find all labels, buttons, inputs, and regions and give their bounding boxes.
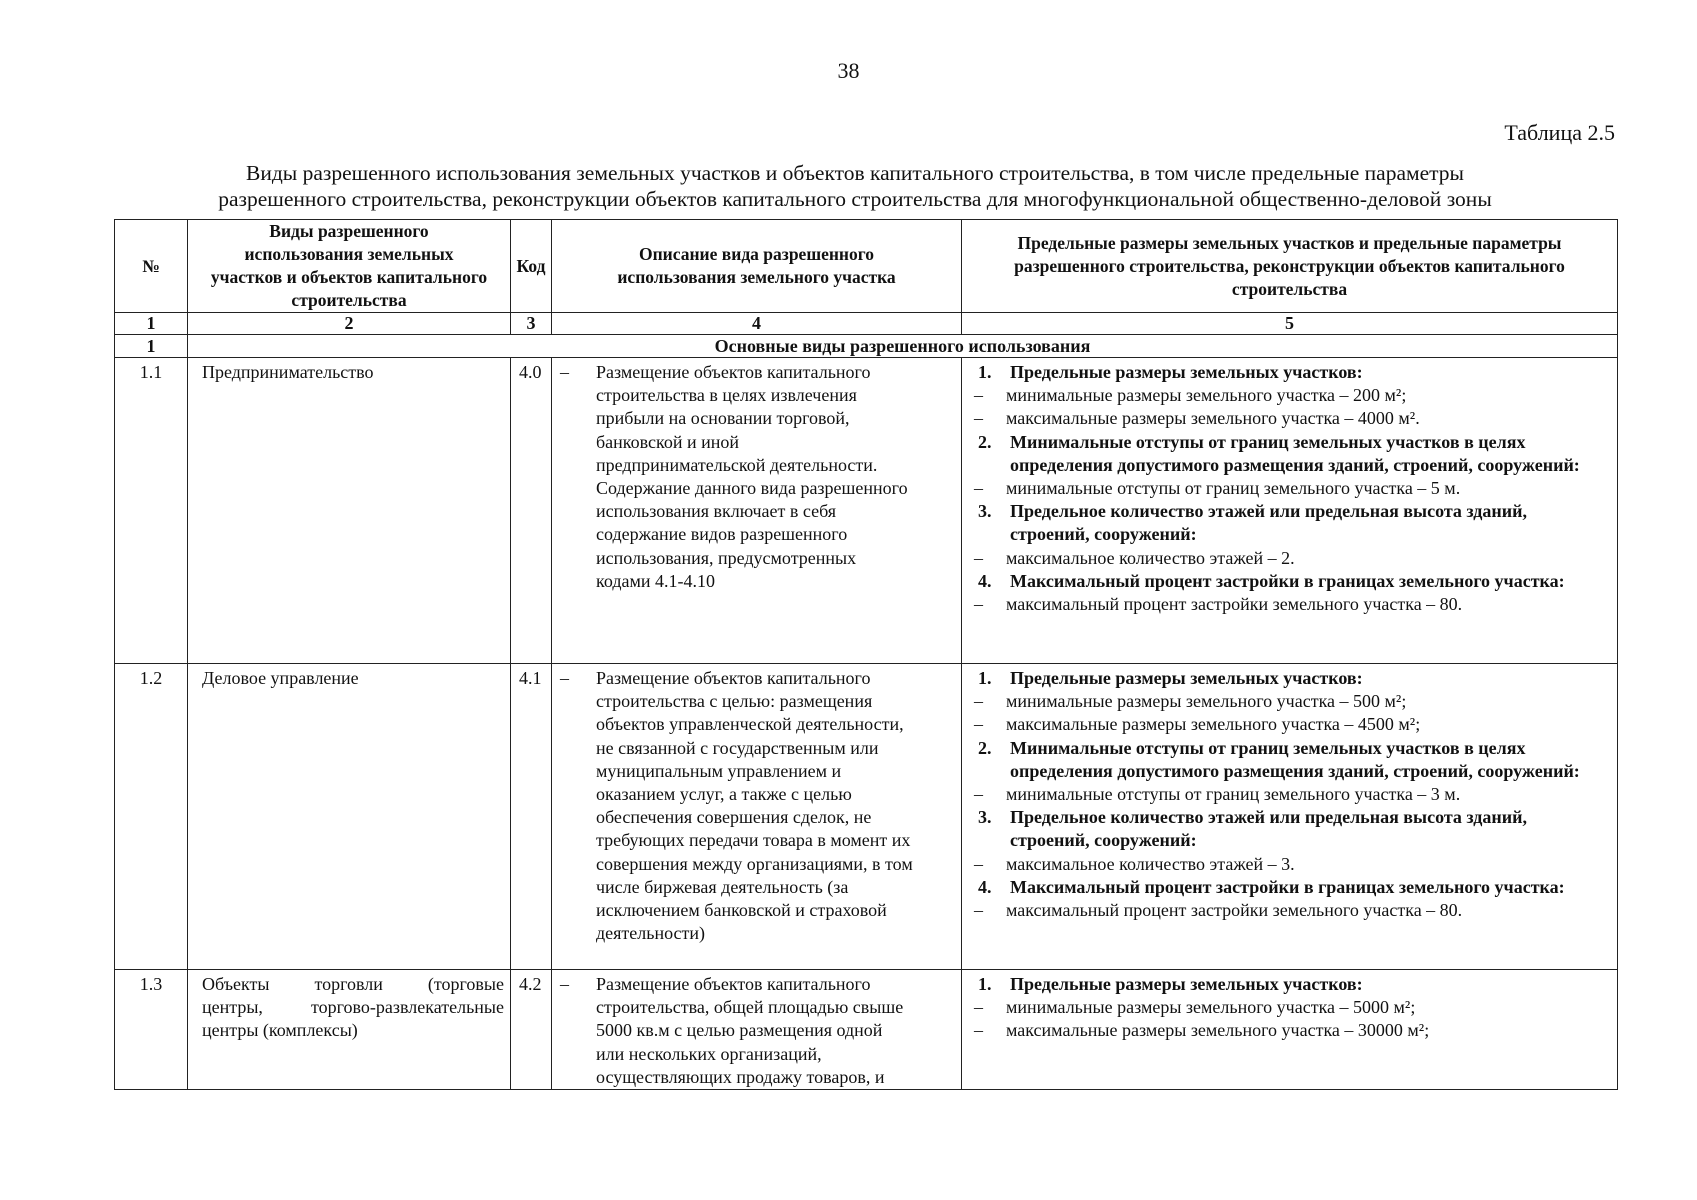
header-params: Предельные размеры земельных участков и предельные параметры разрешенного строительства, реконструкции объектов капитального строительства: [962, 220, 1618, 313]
desc-line: Размещение объектов капитального: [596, 668, 871, 688]
param-heading: Предельные размеры земельных участков:: [1010, 668, 1363, 688]
desc-line: оказанием услуг, а также с целью: [596, 784, 852, 805]
row-params: [962, 664, 1618, 970]
row-params: [962, 970, 1618, 1090]
desc-line: строительства в целях извлечения: [596, 385, 857, 406]
dash: –: [974, 478, 983, 499]
desc-line: осуществляющих продажу товаров, и: [596, 1066, 885, 1087]
desc-line: Размещение объектов капитального: [596, 974, 871, 994]
desc-line: муниципальным управлением и: [596, 760, 842, 781]
col-number: 1: [115, 313, 188, 335]
row-num: 1.2: [115, 664, 188, 970]
col-number: 2: [188, 313, 511, 335]
row-num: 1.3: [115, 970, 188, 1090]
param-value: максимальный процент застройки земельного участка – 80.: [1006, 900, 1463, 921]
desc-line: Размещение объектов капитального: [596, 362, 871, 382]
desc-line: обеспечения совершения сделок, не: [596, 807, 872, 828]
item-number: 4.: [978, 876, 992, 897]
header-desc: Описание вида разрешенного использования земельного участка: [552, 220, 962, 313]
desc-line: требующих передачи товара в момент их: [596, 830, 911, 851]
dash: –: [560, 974, 569, 994]
row-name: [188, 358, 511, 664]
desc-line: использования включает в себя: [596, 501, 837, 522]
item-number: 4.: [978, 570, 992, 591]
section-num: 1: [115, 335, 188, 358]
dash: –: [974, 385, 983, 406]
row-num: 1.1: [115, 358, 188, 664]
desc-line: использования, предусмотренных: [596, 547, 857, 568]
param-heading: Предельное количество этажей или предельная высота зданий, строений, сооружений:: [1010, 501, 1528, 545]
col-number: 3: [511, 313, 552, 335]
param-value: максимальное количество этажей – 3.: [1006, 853, 1295, 874]
land-use-table: [114, 219, 1618, 1090]
table-row: [115, 358, 1618, 664]
desc-line: деятельности): [596, 923, 706, 944]
table-row: [115, 664, 1618, 970]
param-value: минимальные размеры земельного участка – 500 м²;: [1006, 691, 1407, 712]
dash: –: [974, 1020, 983, 1041]
header-name: Виды разрешенного использования земельных участков и объектов капитального строительства: [188, 220, 511, 313]
dash: –: [974, 784, 983, 805]
item-number: 1.: [978, 668, 992, 688]
desc-line: предпринимательской деятельности.: [596, 454, 878, 475]
desc-line: прибыли на основании торговой,: [596, 408, 850, 429]
desc-line: не связанной с государственным или: [596, 737, 879, 758]
row-code: 4.2: [511, 970, 552, 1090]
item-number: 2.: [978, 737, 992, 758]
dash: –: [974, 408, 983, 429]
desc-line: 5000 кв.м с целью размещения одной: [596, 1020, 883, 1041]
col-number: 5: [962, 313, 1618, 335]
param-heading: Предельные размеры земельных участков:: [1010, 362, 1363, 382]
item-number: 3.: [978, 501, 992, 522]
row-code: 4.0: [511, 358, 552, 664]
dash: –: [974, 900, 983, 921]
section-title: Основные виды разрешенного использования: [188, 335, 1618, 358]
desc-line: кодами 4.1-4.10: [596, 570, 715, 591]
desc-line: строительства, общей площадью свыше: [596, 997, 904, 1018]
page-number: 38: [837, 58, 860, 83]
param-heading: Минимальные отступы от границ земельных участков в целях определения допустимого размещения зданий, строений, сооружений:: [1010, 737, 1580, 781]
row-description: [552, 970, 962, 1090]
desc-line: объектов управленческой деятельности,: [596, 714, 904, 735]
col-number: 4: [552, 313, 962, 335]
dash: –: [974, 547, 983, 568]
name-line: центры, торгово-развлекательные: [202, 997, 504, 1018]
dash: –: [974, 714, 983, 735]
param-value: максимальный процент застройки земельного участка – 80.: [1006, 594, 1463, 615]
dash: –: [560, 362, 569, 382]
header-num: №: [115, 220, 188, 313]
param-heading: Предельные размеры земельных участков:: [1010, 974, 1363, 994]
column-number-row: [115, 313, 1618, 335]
header-row: [115, 220, 1618, 313]
dash: –: [974, 997, 983, 1018]
name-line: Деловое управление: [202, 668, 359, 688]
param-value: максимальные размеры земельного участка – 30000 м²;: [1006, 1020, 1430, 1041]
dash: –: [974, 594, 983, 615]
desc-line: числе биржевая деятельность (за: [596, 876, 849, 897]
item-number: 1.: [978, 974, 992, 994]
item-number: 2.: [978, 431, 992, 452]
row-description: [552, 664, 962, 970]
caption-line-2: разрешенного строительства, реконструкции объектов капитального строительства для многофункциональной общественно-деловой зоны: [218, 187, 1492, 211]
desc-line: содержание видов разрешенного: [596, 524, 848, 545]
desc-line: Содержание данного вида разрешенного: [596, 478, 908, 499]
item-number: 3.: [978, 807, 992, 828]
desc-line: исключением банковской и страховой: [596, 900, 887, 921]
row-description: [552, 358, 962, 664]
param-value: минимальные размеры земельного участка – 5000 м²;: [1006, 997, 1416, 1018]
param-heading: Предельное количество этажей или предельная высота зданий, строений, сооружений:: [1010, 807, 1528, 851]
desc-line: или нескольких организаций,: [596, 1043, 822, 1064]
desc-line: строительства с целью: размещения: [596, 691, 873, 712]
param-value: минимальные отступы от границ земельного участка – 5 м.: [1006, 478, 1461, 499]
name-line: центры (комплексы): [202, 1020, 358, 1041]
dash: –: [974, 691, 983, 712]
header-code: Код: [511, 220, 552, 313]
row-name: [188, 970, 511, 1090]
param-heading: Максимальный процент застройки в границах земельного участка:: [1010, 876, 1565, 897]
table-caption: [110, 160, 1600, 212]
name-line: Объекты торговли (торговые: [202, 974, 504, 994]
row-params: [962, 358, 1618, 664]
row-code: 4.1: [511, 664, 552, 970]
param-heading: Максимальный процент застройки в границах земельного участка:: [1010, 570, 1565, 591]
table-label: Таблица 2.5: [1504, 120, 1615, 145]
dash: –: [560, 668, 569, 688]
param-heading: Минимальные отступы от границ земельных участков в целях определения допустимого размещения зданий, строений, сооружений:: [1010, 431, 1580, 475]
table-row: [115, 970, 1618, 1090]
item-number: 1.: [978, 362, 992, 382]
row-name: [188, 664, 511, 970]
param-value: минимальные размеры земельного участка – 200 м²;: [1006, 385, 1407, 406]
dash: –: [974, 853, 983, 874]
desc-line: совершения между организациями, в том: [596, 853, 913, 874]
desc-line: банковской и иной: [596, 431, 739, 452]
param-value: минимальные отступы от границ земельного участка – 3 м.: [1006, 784, 1461, 805]
param-value: максимальные размеры земельного участка – 4000 м².: [1006, 408, 1420, 429]
param-value: максимальные размеры земельного участка – 4500 м²;: [1006, 714, 1421, 735]
param-value: максимальное количество этажей – 2.: [1006, 547, 1295, 568]
name-line: Предпринимательство: [202, 362, 374, 382]
caption-line-1: Виды разрешенного использования земельных участков и объектов капитального строительства, в том числе предельные параметры: [246, 161, 1464, 185]
section-row: [115, 335, 1618, 358]
